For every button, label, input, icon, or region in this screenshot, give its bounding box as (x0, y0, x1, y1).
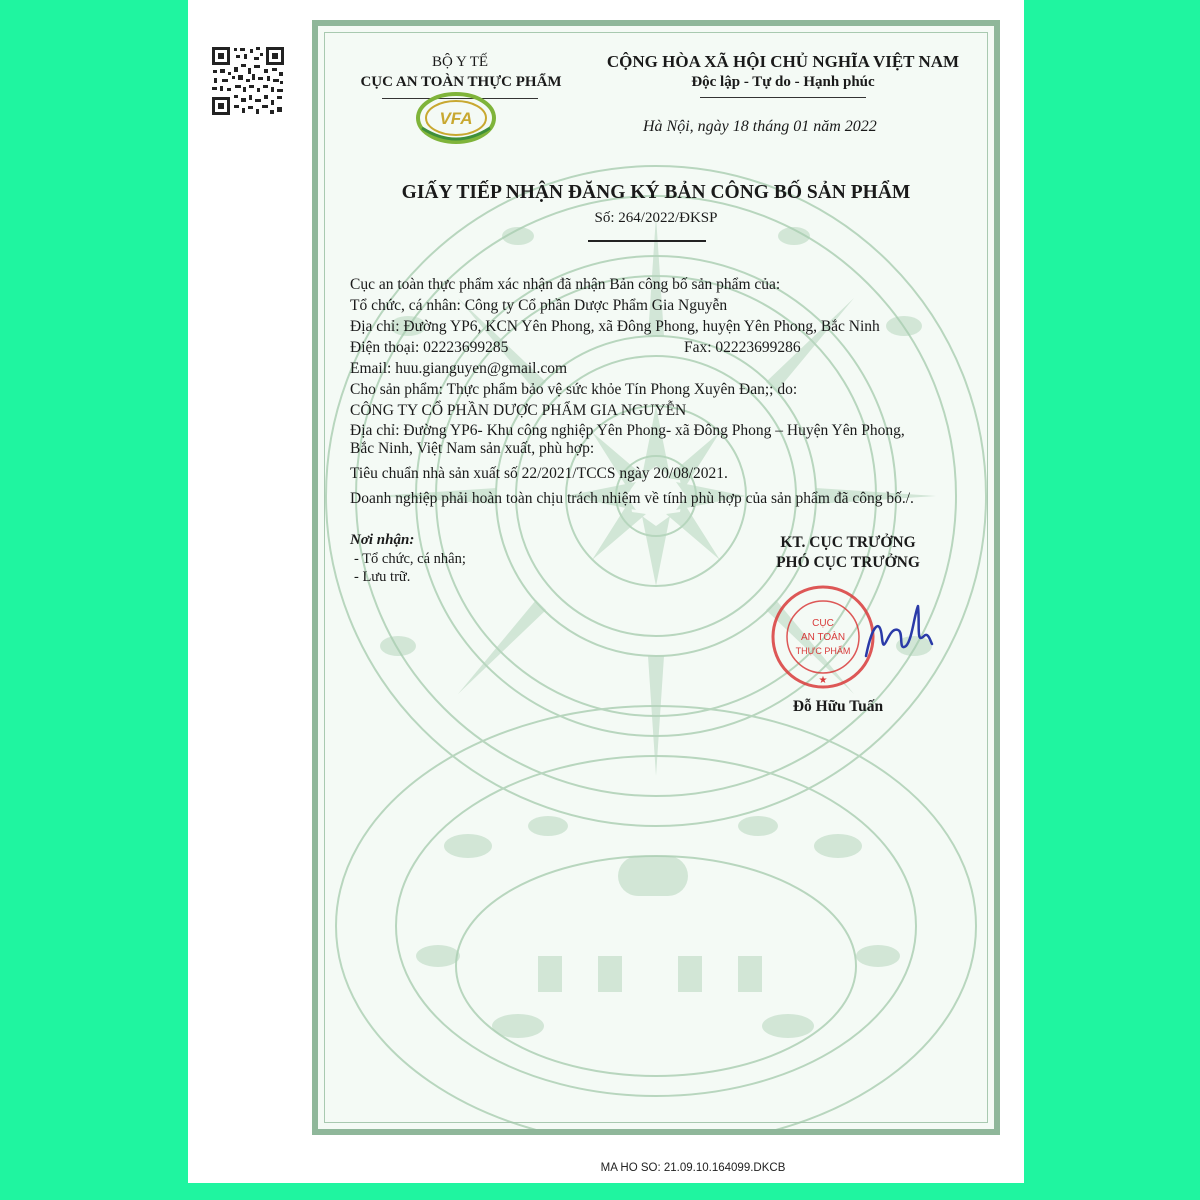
vfa-logo (414, 88, 498, 144)
body-intro: Cục an toàn thực phẩm xác nhận đã nhận Bản công bố sản phẩm của: (350, 276, 781, 293)
document-title: GIẤY TIẾP NHẬN ĐĂNG KÝ BẢN CÔNG BỐ SẢN PHẨM (401, 182, 911, 203)
body-phone: Điện thoại: 02223699285 (350, 339, 509, 356)
document-number: Số: 264/2022/ĐKSP (594, 210, 718, 226)
seal-text-line2: AN TOÀN (800, 632, 846, 643)
body-fax: Fax: 02223699286 (684, 339, 801, 356)
certificate-frame (312, 20, 1000, 1135)
certificate-content (318, 26, 994, 1129)
recipient-item: - Lưu trữ. (354, 569, 411, 585)
signer-role-secondary: PHÓ CỤC TRƯỞNG (776, 554, 920, 571)
issue-date: Hà Nội, ngày 18 tháng 01 năm 2022 (643, 118, 877, 135)
signer-name: Đỗ Hữu Tuấn (792, 698, 884, 715)
vfa-logo-text: VFA (439, 109, 473, 128)
dossier-code: MA HO SO: 21.09.10.164099.DKCB (600, 1162, 786, 1174)
motto-underline (700, 97, 866, 98)
body-standard: Tiêu chuẩn nhà sản xuất số 22/2021/TCCS ngày 20/08/2021. (350, 465, 728, 482)
national-motto: Độc lập - Tự do - Hạnh phúc (691, 74, 875, 90)
body-organization: Tổ chức, cá nhân: Công ty Cổ phần Dược Phẩm Gia Nguyễn (350, 297, 728, 314)
ministry-name: BỘ Y TẾ (431, 54, 489, 70)
document-sheet (188, 0, 1024, 1183)
recipients-title: Nơi nhận: (350, 532, 415, 548)
body-address: Địa chỉ: Đường YP6, KCN Yên Phong, xã Đông Phong, huyện Yên Phong, Bắc Ninh (350, 318, 880, 335)
body-product: Cho sản phẩm: Thực phẩm bảo vệ sức khỏe Tín Phong Xuyên Đan;; do: (350, 381, 798, 398)
body-email: Email: huu.gianguyen@gmail.com (350, 360, 568, 377)
body-manufacturer-address-cont: Bắc Ninh, Việt Nam sản xuất, phù hợp: (350, 440, 595, 457)
recipient-item: - Tổ chức, cá nhân; (354, 551, 466, 567)
body-company: CÔNG TY CỔ PHẦN DƯỢC PHẨM GIA NGUYỄN (350, 402, 687, 419)
seal-text-line3: THỰC PHẨM (795, 646, 851, 656)
signature-mark (858, 596, 938, 676)
agency-name: CỤC AN TOÀN THỰC PHẨM (360, 74, 562, 90)
document-number-underline (588, 240, 706, 242)
seal-text-line1: CỤC (812, 618, 834, 629)
signer-role-primary: KT. CỤC TRƯỞNG (780, 534, 916, 551)
body-manufacturer-address: Địa chỉ: Đường YP6- Khu công nghiệp Yên Phong- xã Đông Phong – Huyện Yên Phong, (350, 422, 905, 439)
country-name: CỘNG HÒA XÃ HỘI CHỦ NGHĨA VIỆT NAM (606, 52, 960, 71)
seal-star-icon: ★ (818, 675, 828, 686)
body-responsibility: Doanh nghiệp phải hoàn toàn chịu trách nhiệm về tính phù hợp của sản phẩm đã công bố./. (350, 490, 914, 507)
qr-code (210, 45, 286, 117)
